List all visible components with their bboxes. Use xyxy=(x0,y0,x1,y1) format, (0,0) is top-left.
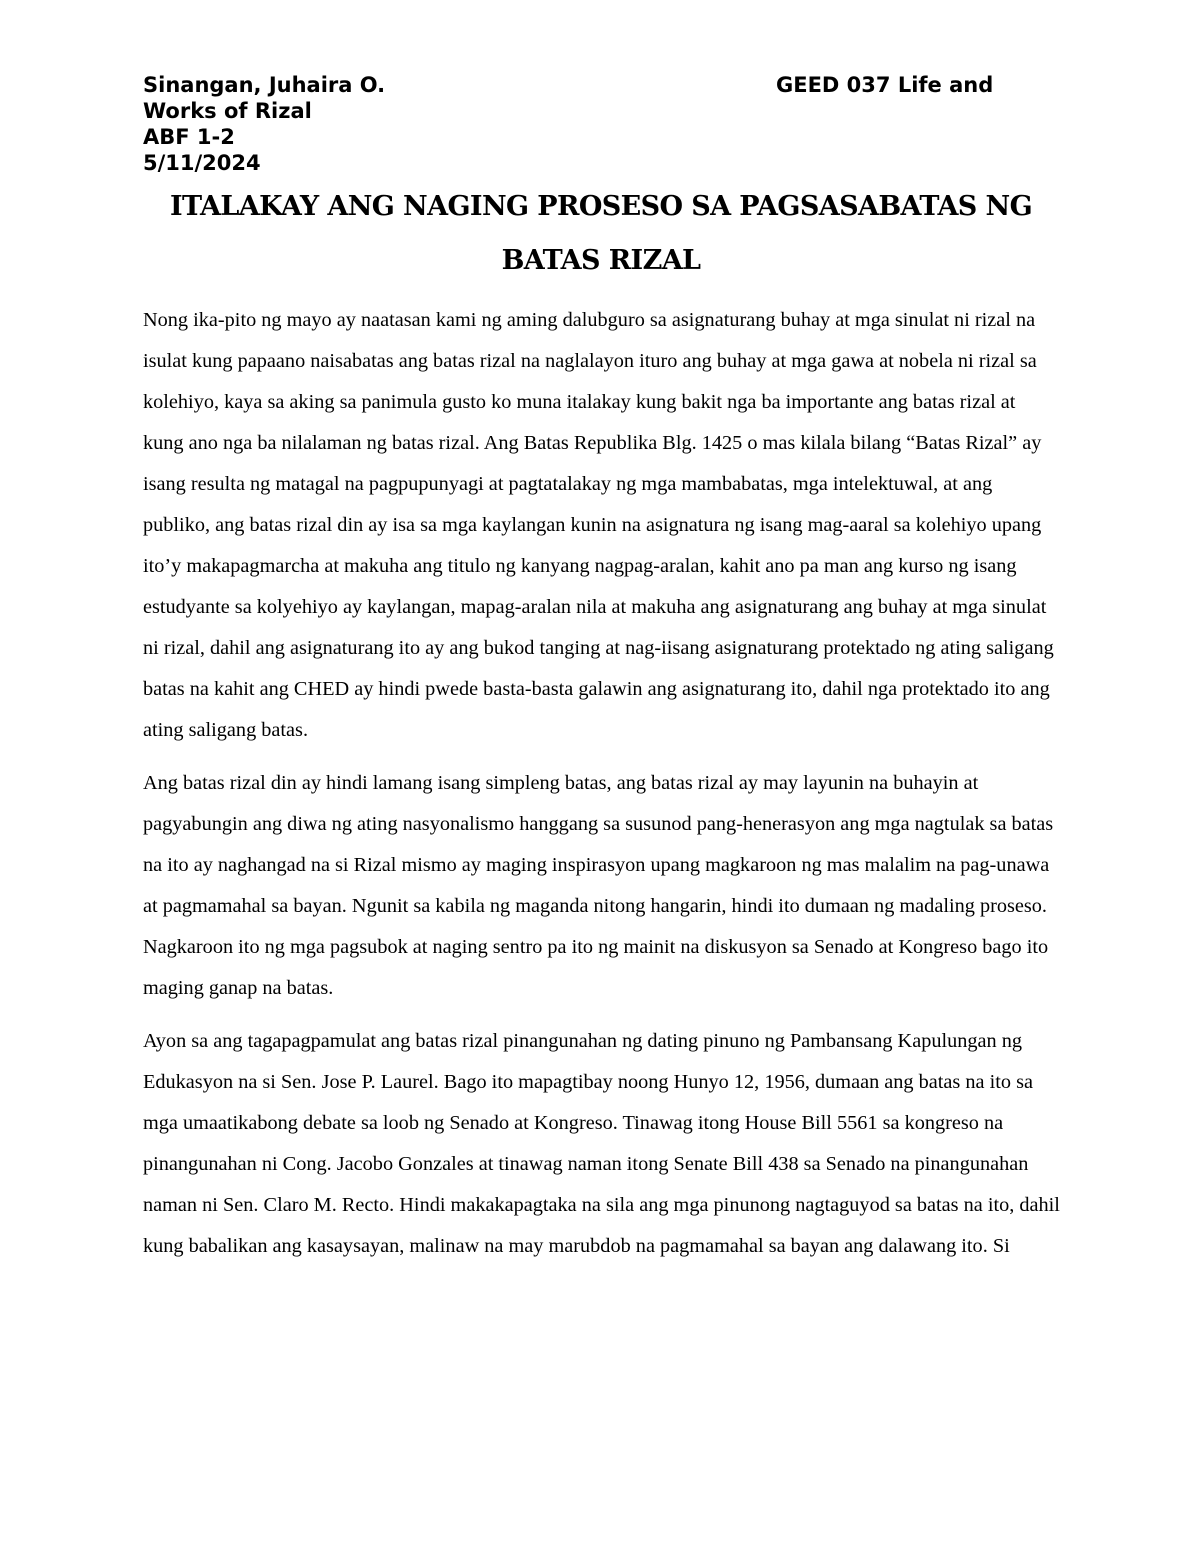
course-title-part1: GEED 037 Life and xyxy=(776,73,994,97)
header-first-line xyxy=(143,72,1023,98)
course-title-part2: Works of Rizal xyxy=(143,99,312,123)
paragraph-3: Ayon sa ang tagapagpamulat ang batas rizal pinangunahan ng dating pinuno ng Pambansang Kapulungan ng Edukasyon na si Sen. Jose P. Laurel. Bago ito mapagtibay noong Hunyo 12, 1956, dumaan ang batas na ito sa mga umaatikabong debate sa loob ng Senado at Kongreso. Tinawag itong House Bill 5561 sa kongreso na pinangunahan ni Cong. Jacobo Gonzales at tinawag naman itong Senate Bill 438 sa Senado na pinangunahan naman ni Sen. Claro M. Recto. Hindi makakapagtaka na sila ang mga pinunong nagtaguyod sa batas na ito, dahil kung babalikan ang kasaysayan, malinaw na may marubdob na pagmamahal sa bayan ang dalawang ito. Si xyxy=(143,1030,1060,1257)
document-body xyxy=(143,300,1061,1279)
student-name: Sinangan, Juhaira O. xyxy=(143,73,386,97)
document-date: 5/11/2024 xyxy=(143,151,261,175)
paragraph-1: Nong ika-pito ng mayo ay naatasan kami ng aming dalubguro sa asignaturang buhay at mga sinulat ni rizal na isulat kung papaano naisabatas ang batas rizal na naglalayon ituro ang buhay at mga gawa at nobela ni rizal sa kolehiyo, kaya sa aking sa panimula gusto ko muna italakay kung bakit nga ba importante ang batas rizal at kung ano nga ba nilalaman ng batas rizal. Ang Batas Republika Blg. 1425 o mas kilala bilang “Batas Rizal” ay isang resulta ng matagal na pagpupunyagi at pagtatalakay ng mga mambabatas, mga intelektuwal, at ang publiko, ang batas rizal din ay isa sa mga kaylangan kunin na asignatura ng isang mag-aaral sa kolehiyo upang ito’y makapagmarcha at makuha ang titulo ng kanyang nagpag-aralan, kahit ano pa man ang kurso ng isang estudyante sa kolyehiyo ay kaylangan, mapag-aralan nila at makuha ang asignaturang ang buhay at mga sinulat ni rizal, dahil ang asignaturang ito ay ang bukod tanging at nag-iisang asignaturang protektado ng ating saligang batas na kahit ang CHED ay hindi pwede basta-basta galawin ang asignaturang ito, dahil nga protektado ito ang ating saligang batas. xyxy=(143,309,1054,741)
document-title: ITALAKAY ANG NAGING PROSESO SA PAGSASABATAS NG BATAS RIZAL xyxy=(169,191,1033,276)
document-header xyxy=(143,72,1023,176)
student-section: ABF 1-2 xyxy=(143,125,235,149)
paragraph-2: Ang batas rizal din ay hindi lamang isang simpleng batas, ang batas rizal ay may layunin na buhayin at pagyabungin ang diwa ng ating nasyonalismo hanggang sa susunod pang-henerasyon ang mga nagtulak sa batas na ito ay naghangad na si Rizal mismo ay maging inspirasyon upang magkaroon ng mas malalim na pag-unawa at pagmamahal sa bayan. Ngunit sa kabila ng maganda nitong hangarin, hindi ito dumaan ng madaling proseso. Nagkaroon ito ng mga pagsubok at naging sentro pa ito ng mainit na diskusyon sa Senado at Kongreso bago ito maging ganap na batas. xyxy=(143,772,1054,999)
